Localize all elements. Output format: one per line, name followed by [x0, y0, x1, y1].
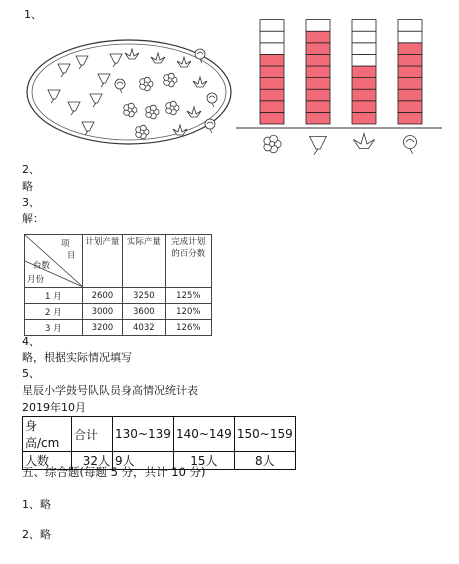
bar-cell-filled	[260, 78, 284, 90]
question-1-label: 1、	[24, 8, 42, 21]
corner-label-item: 项	[61, 239, 70, 249]
bar-cell-empty	[260, 31, 284, 43]
flower-count-bar-chart	[234, 14, 444, 160]
question-5-label: 5、	[22, 367, 40, 380]
question-2-label: 2、	[22, 163, 40, 176]
cell-actual: 3250	[123, 288, 165, 304]
production-table	[24, 234, 212, 336]
cell-percent: 120%	[165, 304, 211, 320]
bar-cell-filled	[398, 112, 422, 124]
header-total: 合计	[72, 417, 113, 452]
bar-column-4	[398, 20, 422, 124]
bar-cell-empty	[352, 20, 376, 32]
bar-cell-filled	[398, 66, 422, 78]
bar-cell-empty	[352, 31, 376, 43]
cell-range-3: 8人	[234, 452, 295, 470]
bar-cell-empty	[352, 43, 376, 55]
section5-q2	[22, 526, 51, 542]
bar-cell-filled	[398, 101, 422, 113]
header-range-3: 150~159	[234, 417, 295, 452]
section5-q1-answer: 略	[40, 498, 51, 511]
rose-icon	[205, 119, 215, 133]
table-row	[25, 304, 212, 320]
cell-month: 2 月	[25, 304, 83, 320]
bar-cell-filled	[306, 101, 330, 113]
flower-plate-illustration	[24, 36, 234, 148]
header-actual: 实际产量	[123, 235, 165, 288]
cell-month: 1 月	[25, 288, 83, 304]
bar-cell-filled	[306, 78, 330, 90]
cell-plan: 2600	[82, 288, 122, 304]
bar-cell-filled	[306, 112, 330, 124]
question-4-label: 4、	[22, 335, 40, 348]
question-2-answer: 略	[22, 180, 33, 193]
bar-cell-filled	[352, 89, 376, 101]
header-percent-line2: 的百分数	[171, 249, 206, 259]
cell-actual: 3600	[123, 304, 165, 320]
cell-total: 32人	[72, 452, 113, 470]
header-percent	[165, 235, 211, 288]
header-range-2: 140~149	[173, 417, 234, 452]
height-stats-table	[22, 416, 296, 470]
corner-label-month: 月份	[27, 275, 45, 285]
cell-range-2: 15人	[173, 452, 234, 470]
question-3-label: 3、	[22, 196, 40, 209]
section5-q2-label: 2、	[22, 528, 40, 541]
bar-cell-filled	[306, 89, 330, 101]
bar-cell-filled	[260, 101, 284, 113]
cell-range-1: 9人	[113, 452, 174, 470]
table-corner-cell	[25, 235, 83, 288]
rose-icon	[404, 136, 417, 154]
bar-cell-filled	[398, 43, 422, 55]
bar-cell-empty	[306, 20, 330, 32]
bar-column-2	[306, 20, 330, 124]
section5-q1-label: 1、	[22, 498, 40, 511]
table-header-row	[23, 417, 296, 452]
bar-cell-filled	[352, 66, 376, 78]
bar-column-1	[260, 20, 284, 124]
table2-title: 星辰小学鼓号队队员身高情况统计表	[22, 384, 198, 397]
bar-column-3	[352, 20, 376, 124]
bar-cell-filled	[306, 54, 330, 66]
bar-cell-empty	[260, 43, 284, 55]
bar-cell-filled	[398, 89, 422, 101]
bar-cell-filled	[352, 78, 376, 90]
bar-cell-empty	[398, 20, 422, 32]
cell-percent: 125%	[165, 288, 211, 304]
bar-cell-empty	[352, 54, 376, 66]
question-4-answer: 略，根据实际情况填写	[22, 351, 132, 364]
corner-label-count: 台数	[33, 261, 51, 271]
bar-cell-filled	[398, 54, 422, 66]
cell-plan: 3000	[82, 304, 122, 320]
bar-cell-filled	[260, 112, 284, 124]
header-height: 身高/cm	[23, 417, 72, 452]
corner-label-item2: 目	[67, 251, 76, 261]
bar-cell-filled	[260, 54, 284, 66]
table2-date: 2019年10月	[22, 401, 86, 414]
bar-cell-filled	[260, 89, 284, 101]
header-range-1: 130~139	[113, 417, 174, 452]
bar-cell-empty	[260, 20, 284, 32]
header-percent-line1: 完成计划	[171, 237, 206, 247]
cell-percent: 126%	[165, 320, 211, 336]
bar-cell-filled	[352, 101, 376, 113]
section5-q2-answer: 略	[40, 528, 51, 541]
bar-cell-filled	[398, 78, 422, 90]
bar-cell-filled	[260, 66, 284, 78]
bar-cell-empty	[398, 31, 422, 43]
cell-plan: 3200	[82, 320, 122, 336]
bar-cell-filled	[352, 112, 376, 124]
header-plan: 计划产量	[82, 235, 122, 288]
lily-icon	[354, 134, 375, 149]
question-3-answer: 解：	[22, 212, 44, 225]
section-5-title: 五、综合题(每题 5 分，共计 10 分)	[22, 465, 206, 479]
table-row	[25, 288, 212, 304]
bar-cell-filled	[306, 66, 330, 78]
section5-q1	[22, 496, 51, 512]
blossom-icon	[264, 135, 281, 153]
table-row	[25, 320, 212, 336]
bar-cell-filled	[306, 43, 330, 55]
bar-cell-filled	[306, 31, 330, 43]
morning-glory-icon	[310, 136, 327, 154]
cell-month: 3 月	[25, 320, 83, 336]
cell-label: 人数	[23, 452, 72, 470]
cell-actual: 4032	[123, 320, 165, 336]
